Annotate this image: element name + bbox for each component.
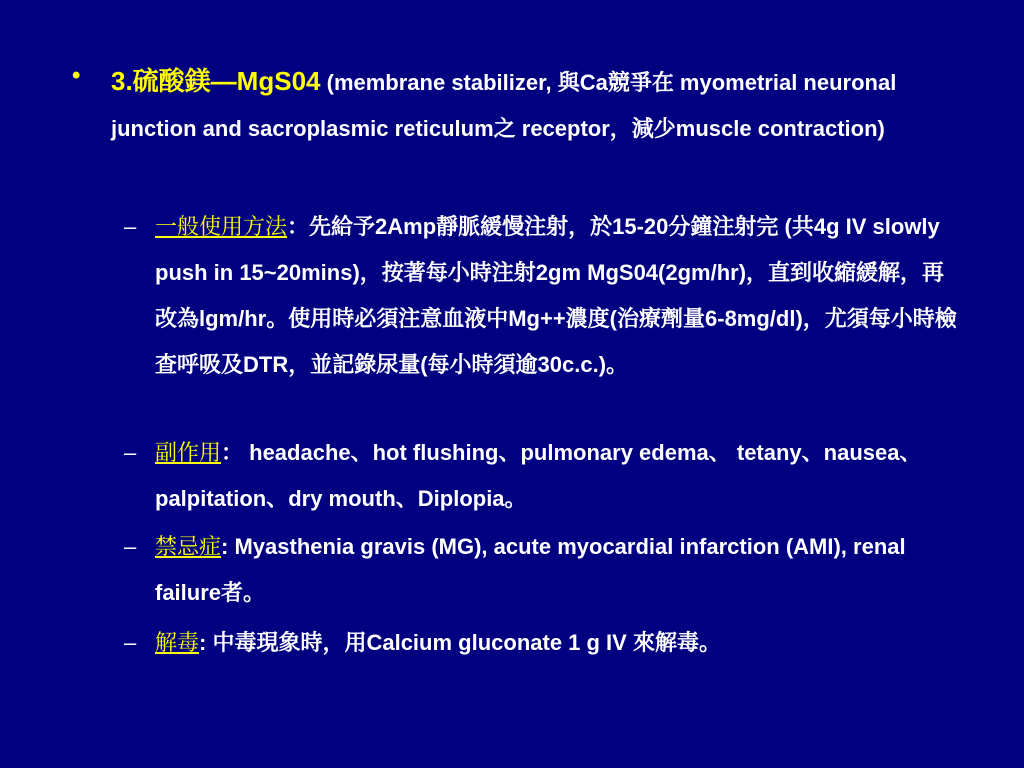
- side-effects-text: ： headache、hot flushing、pulmonary edema、 tetany、nausea、palpitation、dry mouth、Diplopia。: [155, 440, 922, 511]
- antidote-text: : 中毒現象時，用Calcium gluconate 1 g IV 來解毒。: [199, 630, 721, 655]
- dash-icon: –: [124, 630, 137, 655]
- contraindications-text: : Myasthenia gravis (MG), acute myocardial infarction (AMI), renal failure者。: [155, 534, 906, 605]
- usage-text: ：先給予2Amp靜脈緩慢注射，於15-20分鐘注射完 (共4g IV slowly push in 15~20mins)，按著每小時注射2gm MgS04(2gm/hr)，直到收縮緩解，再改為lgm/hr。使用時必須注意血液中Mg++濃度(治療劑量6-8mg/dl)，尤須每小時檢查呼吸及DTR，並記錄尿量(每小時須逾30c.c.)。: [155, 214, 957, 377]
- sub-item-antidote: [124, 620, 964, 666]
- main-bullet-text: [111, 58, 972, 152]
- drug-description: (membrane stabilizer, 與Ca競爭在 myometrial neuronal junction and sacroplasmic reticulum之 receptor，減少muscle contraction): [111, 70, 897, 141]
- sub-item-side-effects: [124, 430, 964, 522]
- main-bullet: [72, 58, 972, 152]
- sub-item-body: [155, 620, 964, 666]
- bullet-dot-icon: •: [72, 62, 81, 89]
- dash-icon: –: [124, 440, 137, 465]
- contraindications-label: 禁忌症: [155, 534, 222, 559]
- usage-label: 一般使用方法: [155, 214, 288, 239]
- sub-item-body: [155, 430, 964, 522]
- dash-icon: –: [124, 534, 137, 559]
- sub-item-usage: [124, 204, 964, 388]
- drug-title: 3.硫酸鎂—MgS04: [111, 66, 321, 96]
- sub-item-contraindications: [124, 524, 964, 616]
- antidote-label: 解毒: [155, 630, 200, 655]
- sub-item-body: [155, 204, 964, 388]
- side-effects-label: 副作用: [155, 440, 222, 465]
- sub-item-body: [155, 524, 964, 616]
- dash-icon: –: [124, 214, 137, 239]
